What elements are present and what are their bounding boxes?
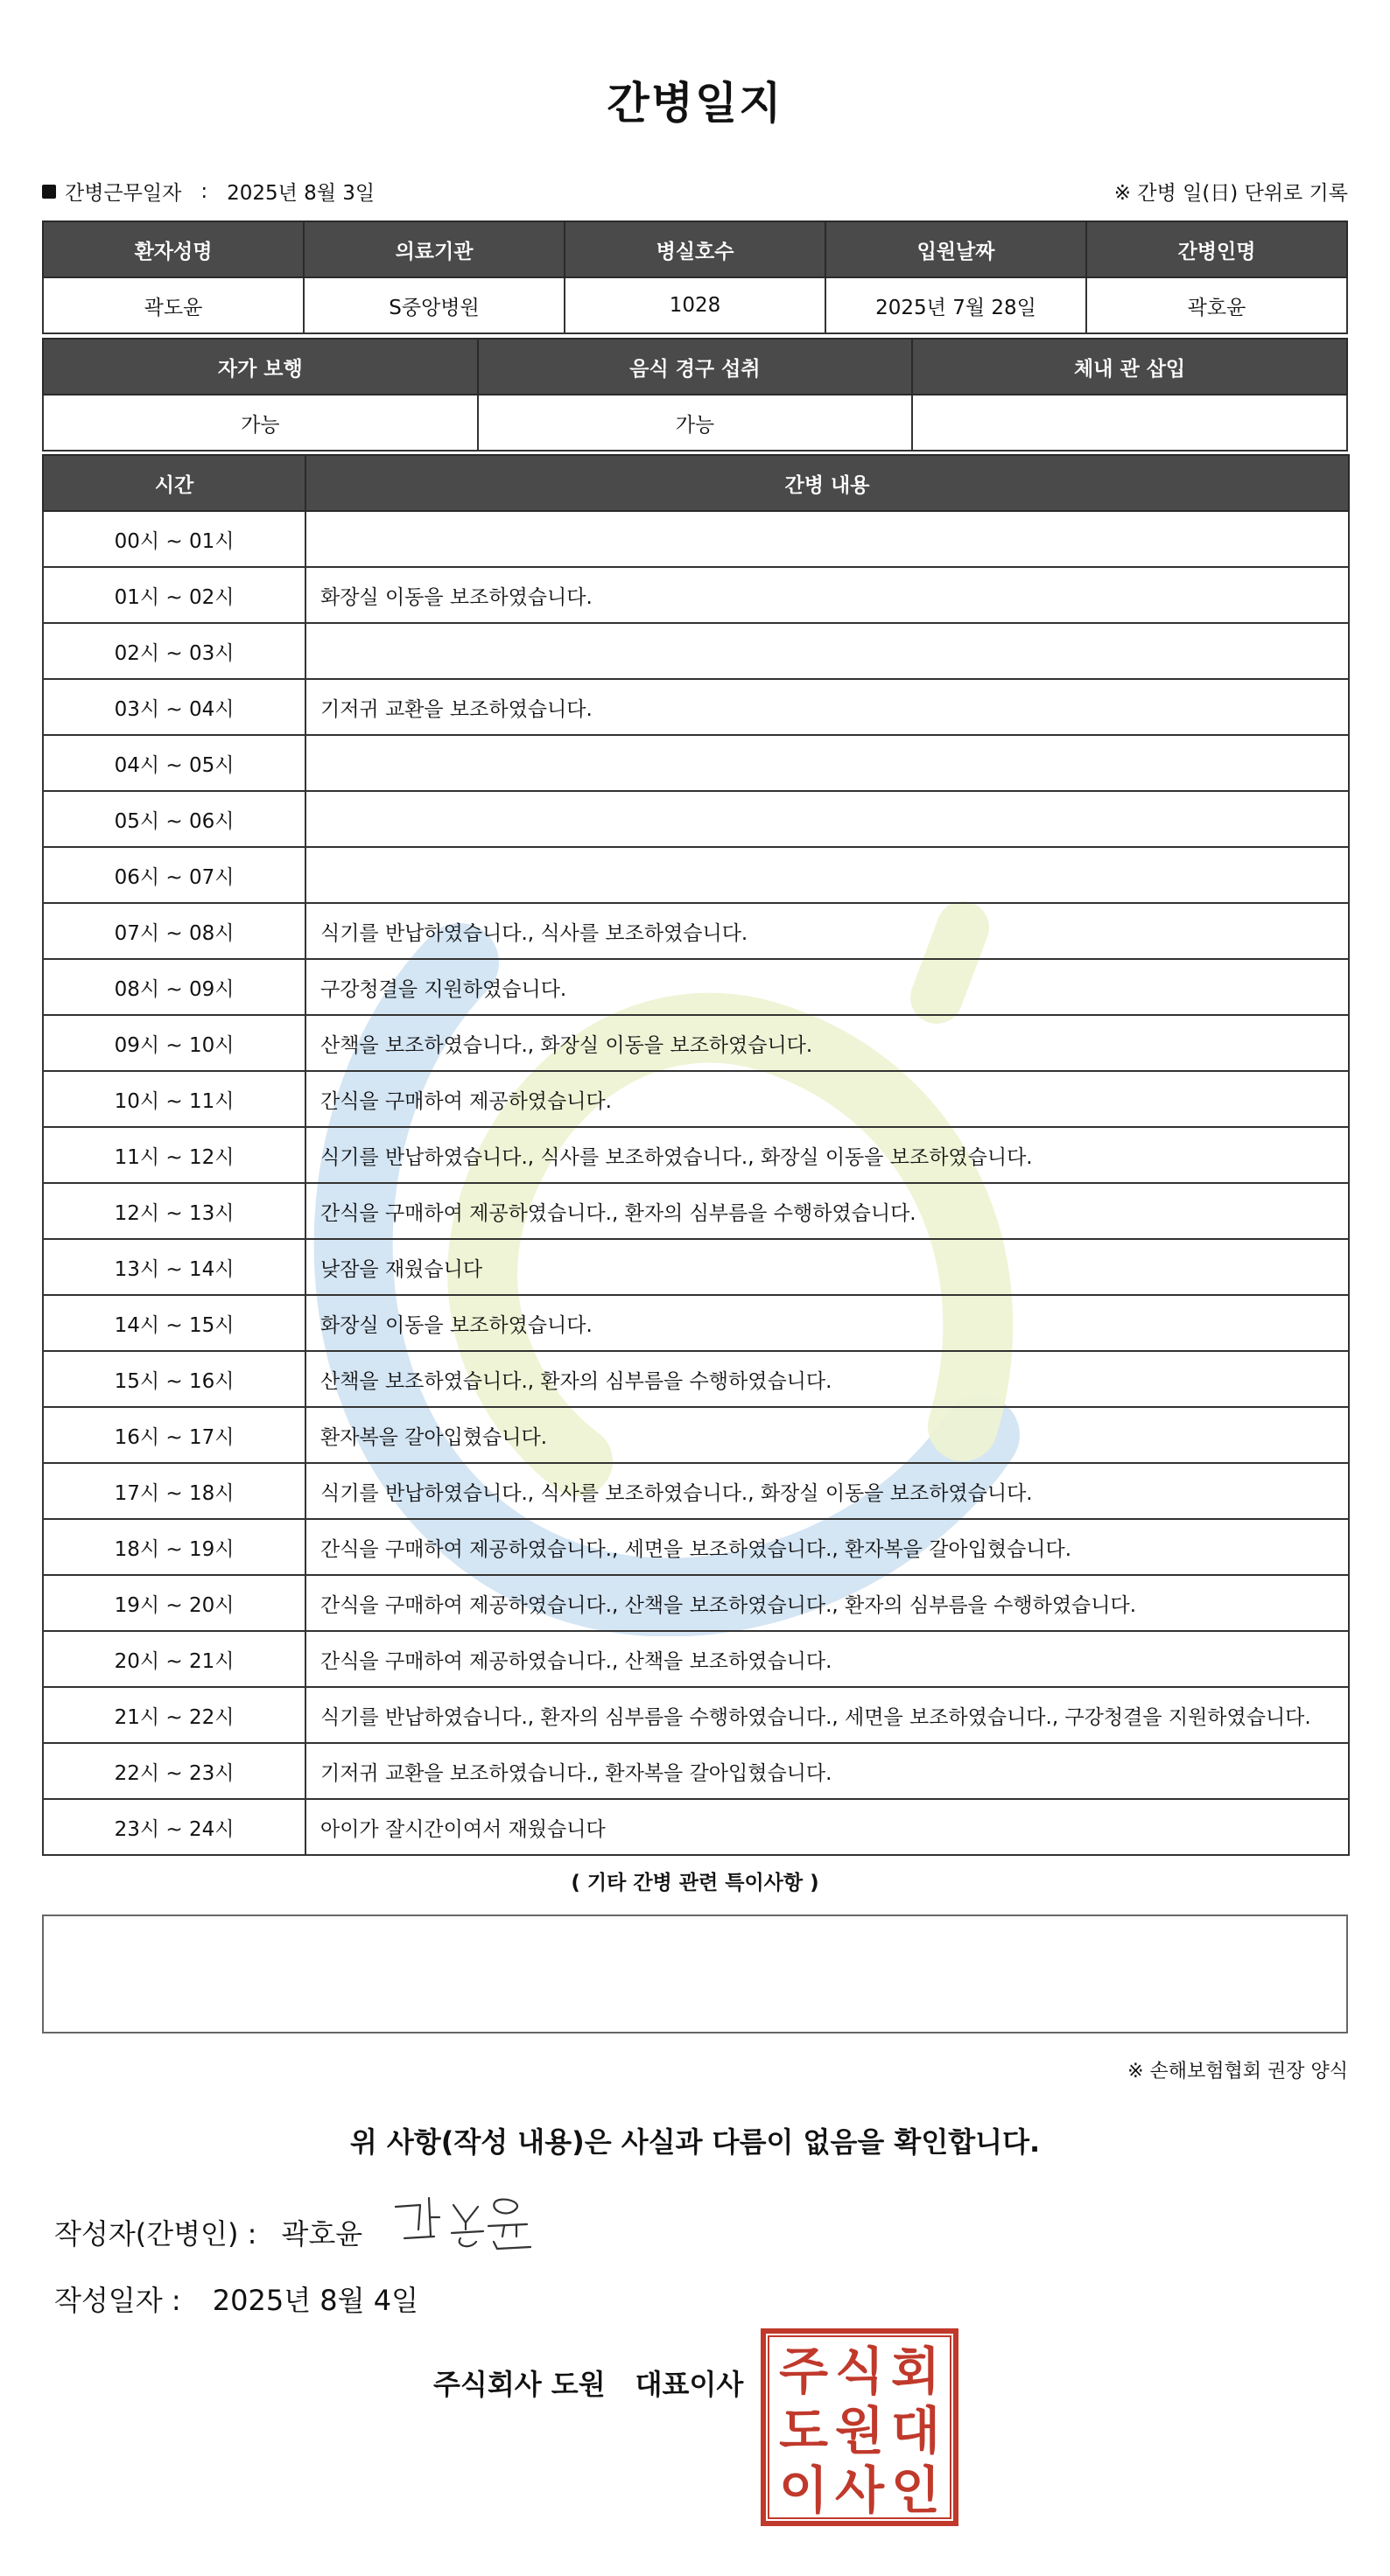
log-time-cell: 13시 ~ 14시: [43, 1239, 305, 1295]
written-date-value: 2025년 8월 4일: [212, 2284, 419, 2317]
room-number: 1028: [565, 277, 825, 333]
table-row: [43, 1015, 1349, 1071]
svg-text:주: 주: [778, 2342, 829, 2401]
header-care-content: 간병 내용: [305, 455, 1349, 511]
tube-insertion-value: [912, 395, 1347, 451]
log-time-cell: 22시 ~ 23시: [43, 1743, 305, 1799]
log-time-cell: 09시 ~ 10시: [43, 1015, 305, 1071]
work-date-separator: :: [200, 179, 208, 203]
square-bullet-icon: [42, 185, 56, 199]
confirmation-statement: 위 사항(작성 내용)은 사실과 다름이 없음을 확인합니다.: [349, 2125, 1041, 2159]
svg-text:사: 사: [834, 2460, 885, 2520]
caregiver-name: 곽호윤: [1086, 277, 1347, 333]
log-content-cell: 간식을 구매하여 제공하였습니다., 환자의 심부름을 수행하였습니다.: [305, 1183, 1349, 1239]
work-date-value: 2025년 8월 3일: [227, 182, 376, 205]
table-row: [43, 1239, 1349, 1295]
svg-text:도: 도: [778, 2401, 829, 2460]
log-content-cell: [305, 847, 1349, 903]
log-content-cell: 산책을 보조하였습니다., 화장실 이동을 보조하였습니다.: [305, 1015, 1349, 1071]
header-caregiver-name: 간병인명: [1086, 221, 1347, 277]
log-time-cell: 06시 ~ 07시: [43, 847, 305, 903]
oral-intake-value: 가능: [478, 395, 913, 451]
table-row: [43, 1463, 1349, 1519]
company-name: 주식회사 도원: [433, 2368, 606, 2401]
table-row: [43, 1687, 1349, 1743]
log-content-cell: 간식을 구매하여 제공하였습니다., 세면을 보조하였습니다., 환자복을 갈아입혔습니다.: [305, 1519, 1349, 1575]
log-time-cell: 10시 ~ 11시: [43, 1071, 305, 1127]
table-row: [43, 1127, 1349, 1183]
log-content-cell: 기저귀 교환을 보조하였습니다.: [305, 679, 1349, 735]
patient-name: 곽도윤: [43, 277, 304, 333]
log-content-cell: 식기를 반납하였습니다., 식사를 보조하였습니다., 화장실 이동을 보조하였습니다.: [305, 1463, 1349, 1519]
table-row: [43, 1519, 1349, 1575]
special-notes-title: ( 기타 간병 관련 특이사항 ): [571, 1872, 819, 1894]
log-time-cell: 17시 ~ 18시: [43, 1463, 305, 1519]
table-row: [43, 1183, 1349, 1239]
special-notes-box: [42, 1914, 1348, 2034]
log-content-cell: 낮잠을 재웠습니다: [305, 1239, 1349, 1295]
log-time-cell: 02시 ~ 03시: [43, 623, 305, 679]
log-time-cell: 08시 ~ 09시: [43, 959, 305, 1015]
table-row: [43, 903, 1349, 959]
log-time-cell: 15시 ~ 16시: [43, 1351, 305, 1407]
record-note: ※ 간병 일(日) 단위로 기록: [1113, 182, 1348, 205]
care-log-table: [42, 454, 1350, 1856]
table-row: [43, 567, 1349, 623]
log-content-cell: 식기를 반납하였습니다., 환자의 심부름을 수행하였습니다., 세면을 보조하였습니다., 구강청결을 지원하였습니다.: [305, 1687, 1349, 1743]
table-row: [43, 1799, 1349, 1855]
written-date-line: [54, 2278, 418, 2319]
log-time-cell: 14시 ~ 15시: [43, 1295, 305, 1351]
log-content-cell: 식기를 반납하였습니다., 식사를 보조하였습니다.: [305, 903, 1349, 959]
table-row: [43, 1631, 1349, 1687]
log-time-cell: 07시 ~ 08시: [43, 903, 305, 959]
table-row: [43, 511, 1349, 567]
log-content-cell: 환자복을 갈아입혔습니다.: [305, 1407, 1349, 1463]
log-time-cell: 04시 ~ 05시: [43, 735, 305, 791]
work-date-label: 간병근무일자: [65, 182, 182, 205]
page-title: 간병일지: [607, 78, 783, 129]
header-oral-intake: 음식 경구 섭취: [478, 339, 913, 395]
header-patient-name: 환자성명: [43, 221, 304, 277]
company-representative-title: 대표이사: [635, 2368, 744, 2401]
svg-text:식: 식: [834, 2342, 885, 2401]
table-row: [43, 1295, 1349, 1351]
log-content-cell: 간식을 구매하여 제공하였습니다., 산책을 보조하였습니다.: [305, 1631, 1349, 1687]
table-row: [43, 1351, 1349, 1407]
author-label: 작성자(간병인) :: [54, 2217, 257, 2250]
log-time-cell: 23시 ~ 24시: [43, 1799, 305, 1855]
table-row: [43, 959, 1349, 1015]
log-time-cell: 01시 ~ 02시: [43, 567, 305, 623]
company-line: [433, 2362, 743, 2403]
log-time-cell: 18시 ~ 19시: [43, 1519, 305, 1575]
log-content-cell: [305, 623, 1349, 679]
log-time-cell: 19시 ~ 20시: [43, 1575, 305, 1631]
header-hospital: 의료기관: [304, 221, 565, 277]
log-time-cell: 20시 ~ 21시: [43, 1631, 305, 1687]
log-content-cell: 간식을 구매하여 제공하였습니다.: [305, 1071, 1349, 1127]
log-content-cell: 기저귀 교환을 보조하였습니다., 환자복을 갈아입혔습니다.: [305, 1743, 1349, 1799]
author-name: 곽호윤: [281, 2217, 363, 2250]
log-time-cell: 05시 ~ 06시: [43, 791, 305, 847]
svg-text:원: 원: [834, 2401, 885, 2460]
header-room-number: 병실호수: [565, 221, 825, 277]
table-row: [43, 1575, 1349, 1631]
log-content-cell: [305, 735, 1349, 791]
company-seal-stamp: [760, 2328, 959, 2527]
log-content-cell: 구강청결을 지원하였습니다.: [305, 959, 1349, 1015]
table-row: [43, 679, 1349, 735]
table-row: [43, 1743, 1349, 1799]
log-time-cell: 00시 ~ 01시: [43, 511, 305, 567]
form-source-note: ※ 손해보험협회 권장 양식: [1127, 2061, 1348, 2082]
log-time-cell: 16시 ~ 17시: [43, 1407, 305, 1463]
table-row: [43, 791, 1349, 847]
svg-text:인: 인: [890, 2460, 941, 2520]
self-walking-value: 가능: [43, 395, 478, 451]
work-date-line: [42, 177, 375, 206]
header-admission-date: 입원날짜: [825, 221, 1086, 277]
header-tube-insertion: 체내 관 삽입: [912, 339, 1347, 395]
written-date-label: 작성일자 :: [54, 2284, 181, 2317]
log-content-cell: [305, 511, 1349, 567]
patient-status-table: [42, 338, 1348, 452]
table-row: [43, 623, 1349, 679]
header-self-walking: 자가 보행: [43, 339, 478, 395]
table-row: [43, 1071, 1349, 1127]
table-row: [43, 847, 1349, 903]
author-line: [54, 2212, 362, 2252]
svg-text:회: 회: [890, 2342, 941, 2401]
table-row: [43, 1407, 1349, 1463]
log-time-cell: 12시 ~ 13시: [43, 1183, 305, 1239]
table-row: [43, 735, 1349, 791]
log-time-cell: 03시 ~ 04시: [43, 679, 305, 735]
log-content-cell: 산책을 보조하였습니다., 환자의 심부름을 수행하였습니다.: [305, 1351, 1349, 1407]
log-content-cell: 화장실 이동을 보조하였습니다.: [305, 567, 1349, 623]
log-content-cell: 간식을 구매하여 제공하였습니다., 산책을 보조하였습니다., 환자의 심부름을 수행하였습니다.: [305, 1575, 1349, 1631]
log-time-cell: 21시 ~ 22시: [43, 1687, 305, 1743]
log-content-cell: [305, 791, 1349, 847]
log-content-cell: 화장실 이동을 보조하였습니다.: [305, 1295, 1349, 1351]
hospital-name: S중앙병원: [304, 277, 565, 333]
log-time-cell: 11시 ~ 12시: [43, 1127, 305, 1183]
svg-text:이: 이: [778, 2460, 829, 2520]
log-content-cell: 아이가 잘시간이여서 재웠습니다: [305, 1799, 1349, 1855]
patient-info-table: [42, 220, 1348, 334]
svg-text:대: 대: [890, 2401, 941, 2460]
header-time: 시간: [43, 455, 305, 511]
log-content-cell: 식기를 반납하였습니다., 식사를 보조하였습니다., 화장실 이동을 보조하였습니다.: [305, 1127, 1349, 1183]
admission-date: 2025년 7월 28일: [825, 277, 1086, 333]
handwritten-signature: [385, 2188, 551, 2258]
